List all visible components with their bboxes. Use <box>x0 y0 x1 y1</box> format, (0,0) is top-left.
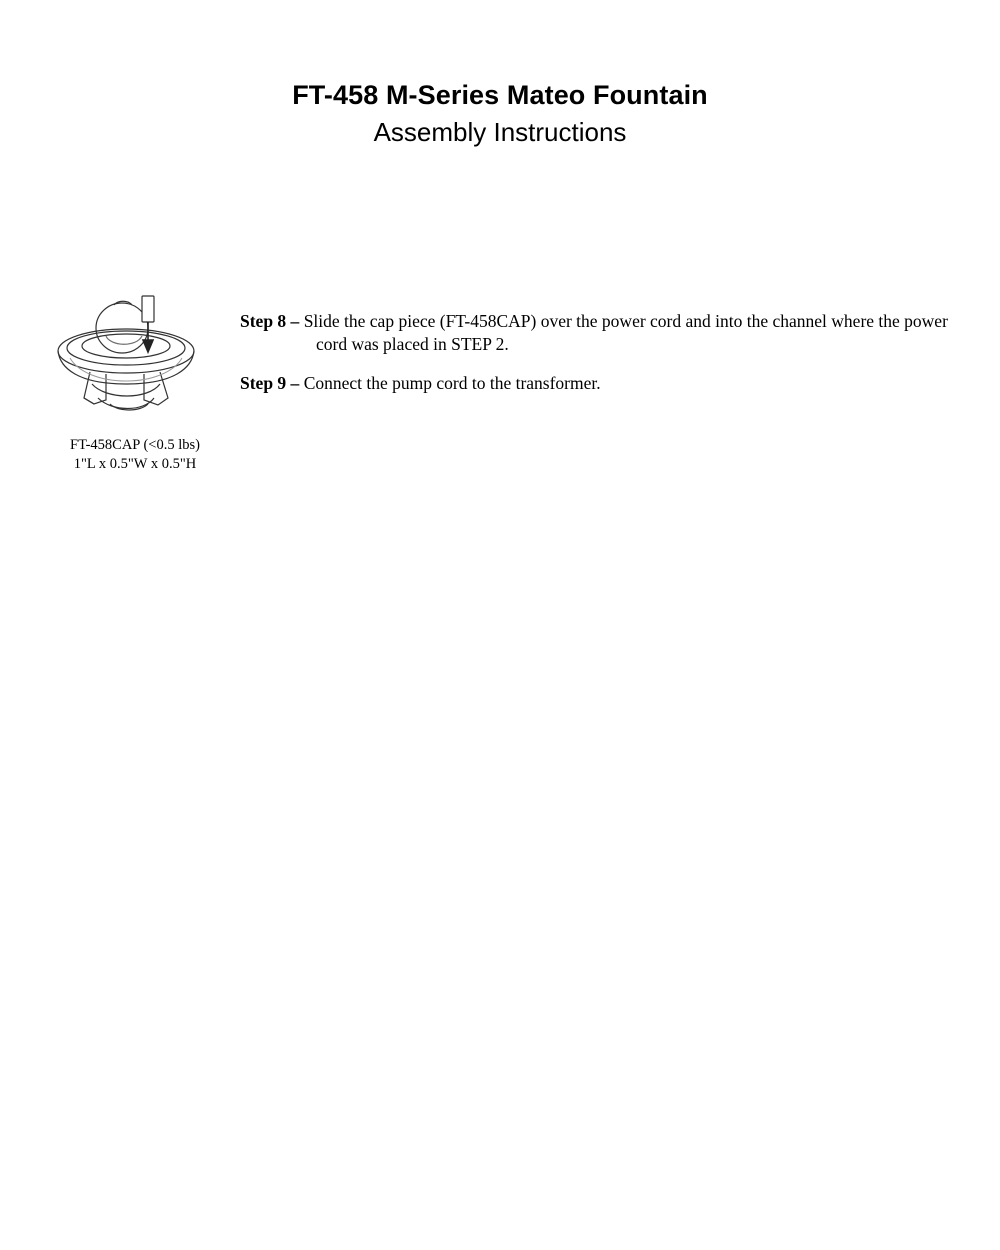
fountain-diagram-svg <box>48 288 218 428</box>
step-label: Step 8 – <box>240 311 300 331</box>
page-title: FT-458 M-Series Mateo Fountain <box>292 80 708 110</box>
figure-caption <box>20 436 250 474</box>
figure-caption-line-2: 1"L x 0.5"W x 0.5"H <box>73 456 197 472</box>
step-text: Connect the pump cord to the transformer. <box>299 373 601 393</box>
direction-arrow-icon <box>143 322 153 352</box>
figure-caption-line-1: FT-458CAP (<0.5 lbs) <box>70 437 200 453</box>
step-text: Slide the cap piece (FT-458CAP) over the power cord and into the channel where the power cord was placed in STEP 2. <box>299 311 948 354</box>
title-block <box>0 78 1000 149</box>
page-subtitle: Assembly Instructions <box>373 117 627 147</box>
cap-piece-assembly-illustration <box>48 288 218 428</box>
steps-list <box>240 310 970 395</box>
step-item <box>240 372 970 395</box>
step-item <box>240 310 970 356</box>
cap-piece-shape <box>142 296 154 322</box>
step-label: Step 9 – <box>240 373 300 393</box>
